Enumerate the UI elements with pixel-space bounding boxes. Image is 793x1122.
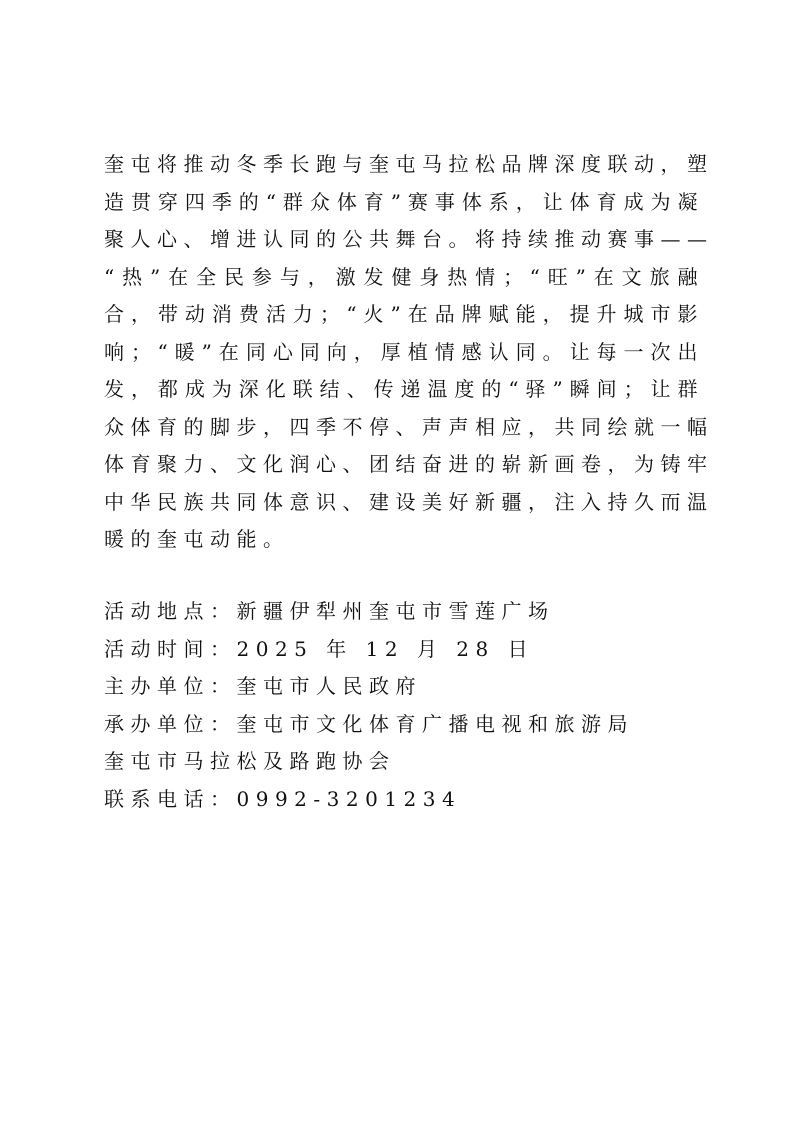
paragraph-line: 众体育的脚步，四季不停、声声相应，共同绘就一幅	[104, 414, 714, 439]
paragraph-line: 中华民族共同体意识、建设美好新疆，注入持久而温	[104, 489, 714, 514]
event-host: 主办单位：奎屯市人民政府	[104, 674, 422, 698]
event-location: 活动地点：新疆伊犁州奎屯市雪莲广场	[104, 599, 555, 623]
event-organizer: 承办单位：奎屯市文化体育广播电视和旅游局	[104, 711, 634, 736]
paragraph-line: 体育聚力、文化润心、团结奋进的崭新画卷，为铸牢	[104, 452, 714, 476]
event-info	[104, 593, 704, 818]
paragraph-line: 响；“暖”在同心同向，厚植情感认同。让每一次出	[104, 339, 704, 364]
paragraph-line: 奎屯将推动冬季长跑与奎屯马拉松品牌深度联动，塑	[104, 152, 714, 176]
paragraph-line: 发，都成为深化联结、传递温度的“驿”瞬间；让群	[104, 377, 704, 401]
contact-phone: 联系电话：0992-3201234	[104, 786, 462, 811]
paragraph-line: 造贯穿四季的“群众体育”赛事体系，让体育成为凝	[104, 189, 704, 214]
event-co-organizer: 奎屯市马拉松及路跑协会	[104, 749, 396, 773]
paragraph-line: 聚人心、增进认同的公共舞台。将持续推动赛事——	[104, 227, 714, 251]
paragraph-line: “热”在全民参与，激发健身热情；“旺”在文旅融	[104, 264, 704, 289]
paragraph-line: 暖的奎屯动能。	[104, 527, 290, 551]
body-paragraph	[104, 146, 714, 559]
event-time: 活动时间：2025 年 12 月 28 日	[104, 636, 535, 661]
paragraph-line: 合，带动消费活力；“火”在品牌赋能，提升城市影	[104, 302, 704, 326]
